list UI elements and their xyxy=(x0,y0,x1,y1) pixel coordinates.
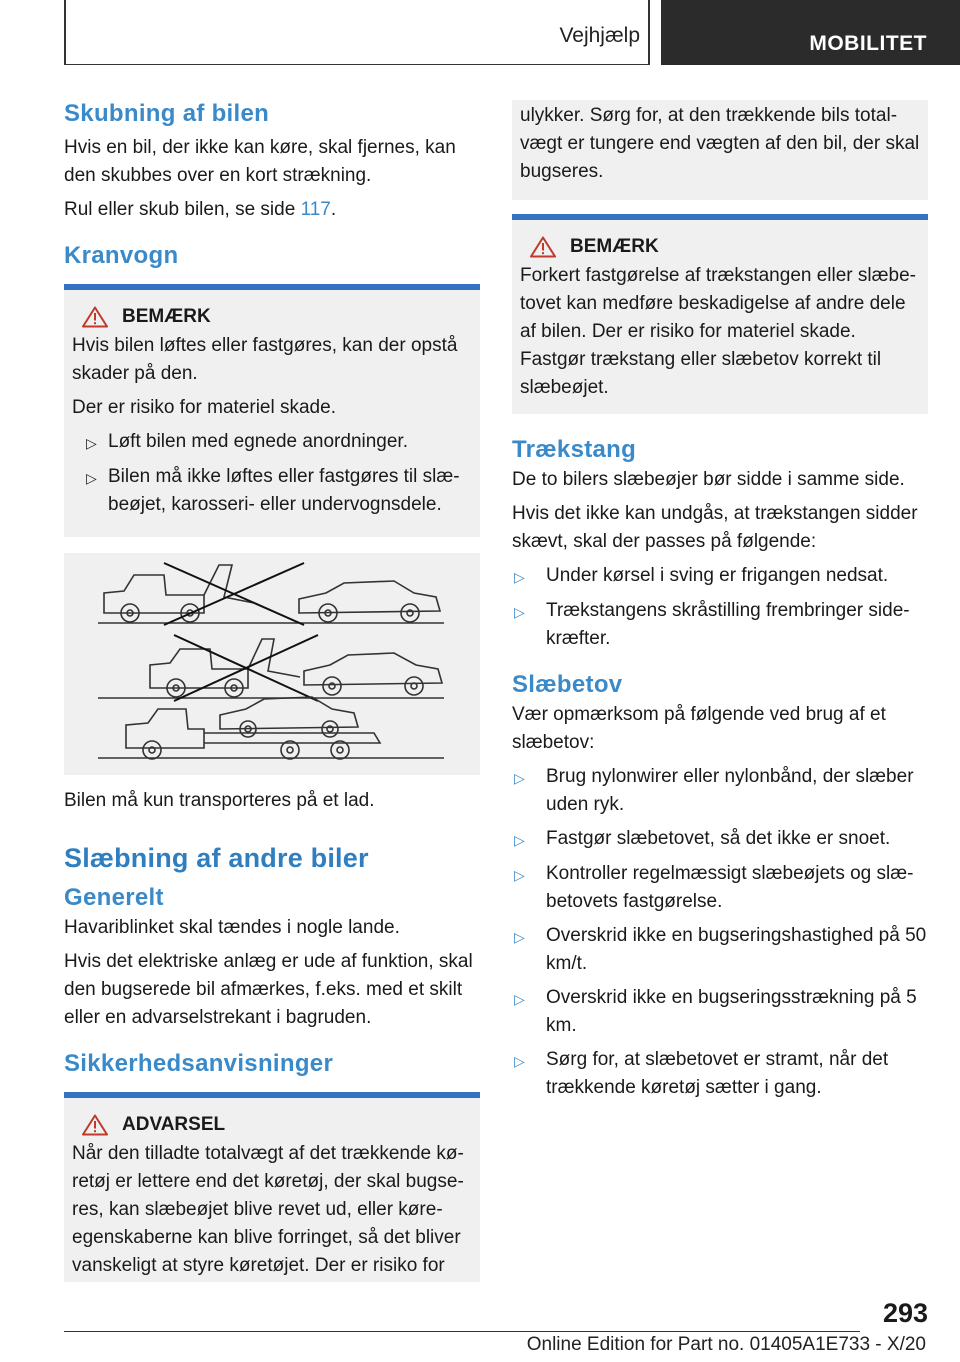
notice-paragraph: Hvis bilen løftes eller fastgøres, kan der opstå skader på den. xyxy=(72,335,458,384)
pushing-reference-text: Rul eller skub bilen, se side xyxy=(64,199,301,220)
rope-list xyxy=(512,763,928,1102)
pushing-reference-end: . xyxy=(330,199,337,220)
list-item xyxy=(72,428,472,457)
triangle-bullet-icon: ▷ xyxy=(514,929,525,945)
notice-label: BEMÆRK xyxy=(570,236,659,257)
heading-towbar: Trækstang xyxy=(512,436,637,463)
towbar-paragraph-2: Hvis det ikke kan undgås, at trækstangen sidder skævt, skal der passes på følgende: xyxy=(512,503,918,552)
list-item-text: Sørg for, at slæbetovet er stramt, når det trækkende køretøj sætter i gang. xyxy=(546,1049,889,1098)
list-item-text: Løft bilen med egnede anordninger. xyxy=(108,431,408,452)
warning-triangle-icon xyxy=(530,236,556,258)
warning-label: ADVARSEL xyxy=(122,1114,226,1135)
heading-crane: Kranvogn xyxy=(64,242,179,269)
general-paragraph-2: Hvis det elektriske anlæg er ude af funktion, skal den bugserede bil afmærkes, f.eks. med et skilt eller en advarselstrekant i bagruden. xyxy=(64,951,473,1028)
illustration-caption: Bilen må kun transporteres på et lad. xyxy=(64,790,375,811)
warning-text: Når den tilladte totalvægt af det trækkende køretøj er lettere end det køretøj, der skal bugseres, kan slæbeøjet blive revet ud, eller køreegenskaberne kan blive forringet, så det bliver vanskeligt at styre køretøjet. Der er risiko for xyxy=(72,1143,464,1276)
list-item-text: Bilen må ikke løftes eller fastgøres til slæbeøjet, karosseri- eller undervognsdele. xyxy=(108,466,460,515)
general-paragraph-1: Havariblinket skal tændes i nogle lande. xyxy=(64,917,400,938)
header-section-title: Vejhjælp xyxy=(559,24,640,47)
list-item xyxy=(512,984,928,1040)
warning-continued-text: ulykker. Sørg for, at den trækkende bils totalvægt er tungere end vægten af den bil, der skal bugseres. xyxy=(520,105,920,182)
list-item-text: Under kørsel i sving er frigangen nedsat. xyxy=(546,565,889,586)
triangle-bullet-icon: ▷ xyxy=(514,832,525,848)
triangle-bullet-icon: ▷ xyxy=(514,991,525,1007)
footer-edition: Online Edition for Part no. 01405A1E733 - X/20 xyxy=(526,1334,926,1355)
list-item-text: Trækstangens skråstilling frembringer sidekræfter. xyxy=(546,600,910,649)
heading-pushing: Skubning af bilen xyxy=(64,100,270,127)
towing-methods-icon xyxy=(64,553,480,775)
towbar-list xyxy=(512,562,928,653)
footer-rule xyxy=(64,1331,860,1332)
list-item xyxy=(512,763,928,819)
list-item xyxy=(512,562,928,591)
warning-box-continued xyxy=(512,100,928,200)
triangle-bullet-icon: ▷ xyxy=(514,867,525,883)
triangle-bullet-icon: ▷ xyxy=(86,435,97,451)
notice-header xyxy=(72,306,472,328)
rope-paragraph: Vær opmærksom på følgende ved brug af et slæbetov: xyxy=(512,704,886,753)
list-item xyxy=(512,922,928,978)
list-item xyxy=(512,597,928,653)
header-chapter-tab: MOBILITET xyxy=(661,0,960,65)
tow-truck-illustration xyxy=(64,553,480,775)
triangle-bullet-icon: ▷ xyxy=(514,1053,525,1069)
list-item xyxy=(512,1046,928,1102)
right-column xyxy=(512,100,928,1108)
notice-list xyxy=(72,428,472,519)
heading-safety: Sikkerhedsanvisninger xyxy=(64,1050,334,1077)
list-item xyxy=(512,825,928,854)
list-item-text: Brug nylonwirer eller nylonbånd, der slæber uden ryk. xyxy=(546,766,914,815)
notice-box-towbar xyxy=(512,214,928,414)
left-column xyxy=(64,100,480,1282)
notice-header xyxy=(520,236,920,258)
notice-label: BEMÆRK xyxy=(122,306,211,327)
list-item-text: Kontroller regelmæssigt slæbeøjets og slæbetovets fastgørelse. xyxy=(546,863,914,912)
list-item-text: Fastgør slæbetovet, så det ikke er snoet. xyxy=(546,828,891,849)
list-item xyxy=(512,860,928,916)
pushing-reference xyxy=(64,196,480,224)
warning-box xyxy=(64,1092,480,1282)
triangle-bullet-icon: ▷ xyxy=(514,770,525,786)
list-item xyxy=(72,463,472,519)
pushing-paragraph: Hvis en bil, der ikke kan køre, skal fjernes, kan den skubbes over en kort strækning. xyxy=(64,137,456,186)
warning-triangle-icon xyxy=(82,306,108,328)
list-item-text: Overskrid ikke en bugseringsstrækning på 5 km. xyxy=(546,987,917,1036)
triangle-bullet-icon: ▷ xyxy=(514,569,525,585)
list-item-text: Overskrid ikke en bugseringshastighed på 50 km/t. xyxy=(546,925,927,974)
heading-towing-others: Slæbning af andre biler xyxy=(64,843,369,873)
header-divider-left xyxy=(64,0,66,65)
heading-general: Generelt xyxy=(64,884,164,911)
notice-risk: Der er risiko for materiel skade. xyxy=(72,397,336,418)
warning-header xyxy=(72,1114,472,1136)
triangle-bullet-icon: ▷ xyxy=(86,470,97,486)
heading-rope: Slæbetov xyxy=(512,671,623,698)
page-link-117[interactable]: 117 xyxy=(300,199,331,220)
towbar-paragraph-1: De to bilers slæbeøjer bør sidde i samme side. xyxy=(512,469,905,490)
triangle-bullet-icon: ▷ xyxy=(514,604,525,620)
header-rule xyxy=(64,64,650,65)
notice-text: Forkert fastgørelse af trækstangen eller slæbetovet kan medføre beskadigelse af andre dele af bilen. Der er risiko for materiel skade. Fastgør trækstang eller slæbetov korrekt til slæbeøjet. xyxy=(520,265,916,398)
page-number: 293 xyxy=(882,1298,928,1328)
notice-box-crane xyxy=(64,284,480,537)
warning-triangle-icon xyxy=(82,1114,108,1136)
header-divider-mid xyxy=(648,0,650,65)
